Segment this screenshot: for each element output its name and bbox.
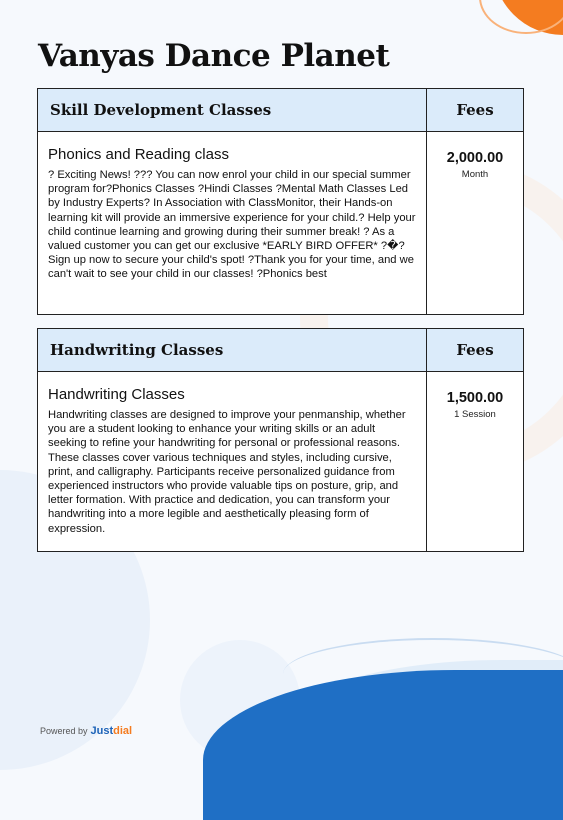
table-header	[38, 89, 523, 132]
table-header-fees: Fees	[456, 341, 494, 359]
fee-amount: 2,000.00	[446, 150, 504, 166]
handwriting-table	[37, 328, 524, 552]
course-title: Handwriting Classes	[48, 386, 185, 403]
course-description: Handwriting classes are designed to improve your penmanship, whether you are a student looking to enhance your writing skills or an adult seeking to refine your handwriting for personal or professional reasons. These classes cover various techniques and styles, including cursive, print, and calligraphy. Participants receive personalized guidance from experienced instructors who provide valuable tips on posture, grip, and letter formation. With practice and dedication, you can transform your handwriting into a more legible and aesthetically pleasing form of expression.	[48, 409, 406, 535]
footer-wave-line	[283, 638, 563, 710]
justdial-logo[interactable]	[91, 725, 133, 737]
table-row	[38, 372, 523, 551]
table-header-category: Handwriting Classes	[38, 329, 427, 371]
fee-cell	[427, 132, 523, 314]
skill-development-table	[37, 88, 524, 315]
logo-part-dial: dial	[113, 725, 133, 737]
table-row	[38, 132, 523, 314]
logo-part-just: Just	[90, 725, 114, 737]
fee-unit: 1 Session	[454, 409, 496, 420]
course-title: Phonics and Reading class	[48, 146, 229, 163]
page-title: Vanyas Dance Planet	[38, 38, 390, 74]
table-header-fees: Fees	[456, 101, 494, 119]
powered-by-text: Powered by	[40, 726, 88, 736]
course-cell	[38, 132, 427, 314]
fee-unit: Month	[461, 169, 489, 180]
powered-by-footer	[40, 725, 132, 737]
fee-cell	[427, 372, 523, 551]
fee-amount: 1,500.00	[446, 390, 504, 406]
course-cell	[38, 372, 427, 551]
course-description: ? Exciting News! ??? You can now enrol your child in our special summer program for?Phonics Classes ?Hindi Classes ?Mental Math Classes Led by Industry Experts? In Association with ClassMonitor, their Hands-on learning kit will provide an immersive experience for your child.? Help your child continue learning and growing during their summer break! ? As a valued customer you can get our exclusive *EARLY BIRD OFFER* ?�? Sign up now to secure your child's spot! ?Thank you for your time, and we can't wait to see your child in our classes! ?Phonics best	[48, 169, 416, 281]
table-header-category: Skill Development Classes	[38, 89, 427, 131]
table-header	[38, 329, 523, 372]
